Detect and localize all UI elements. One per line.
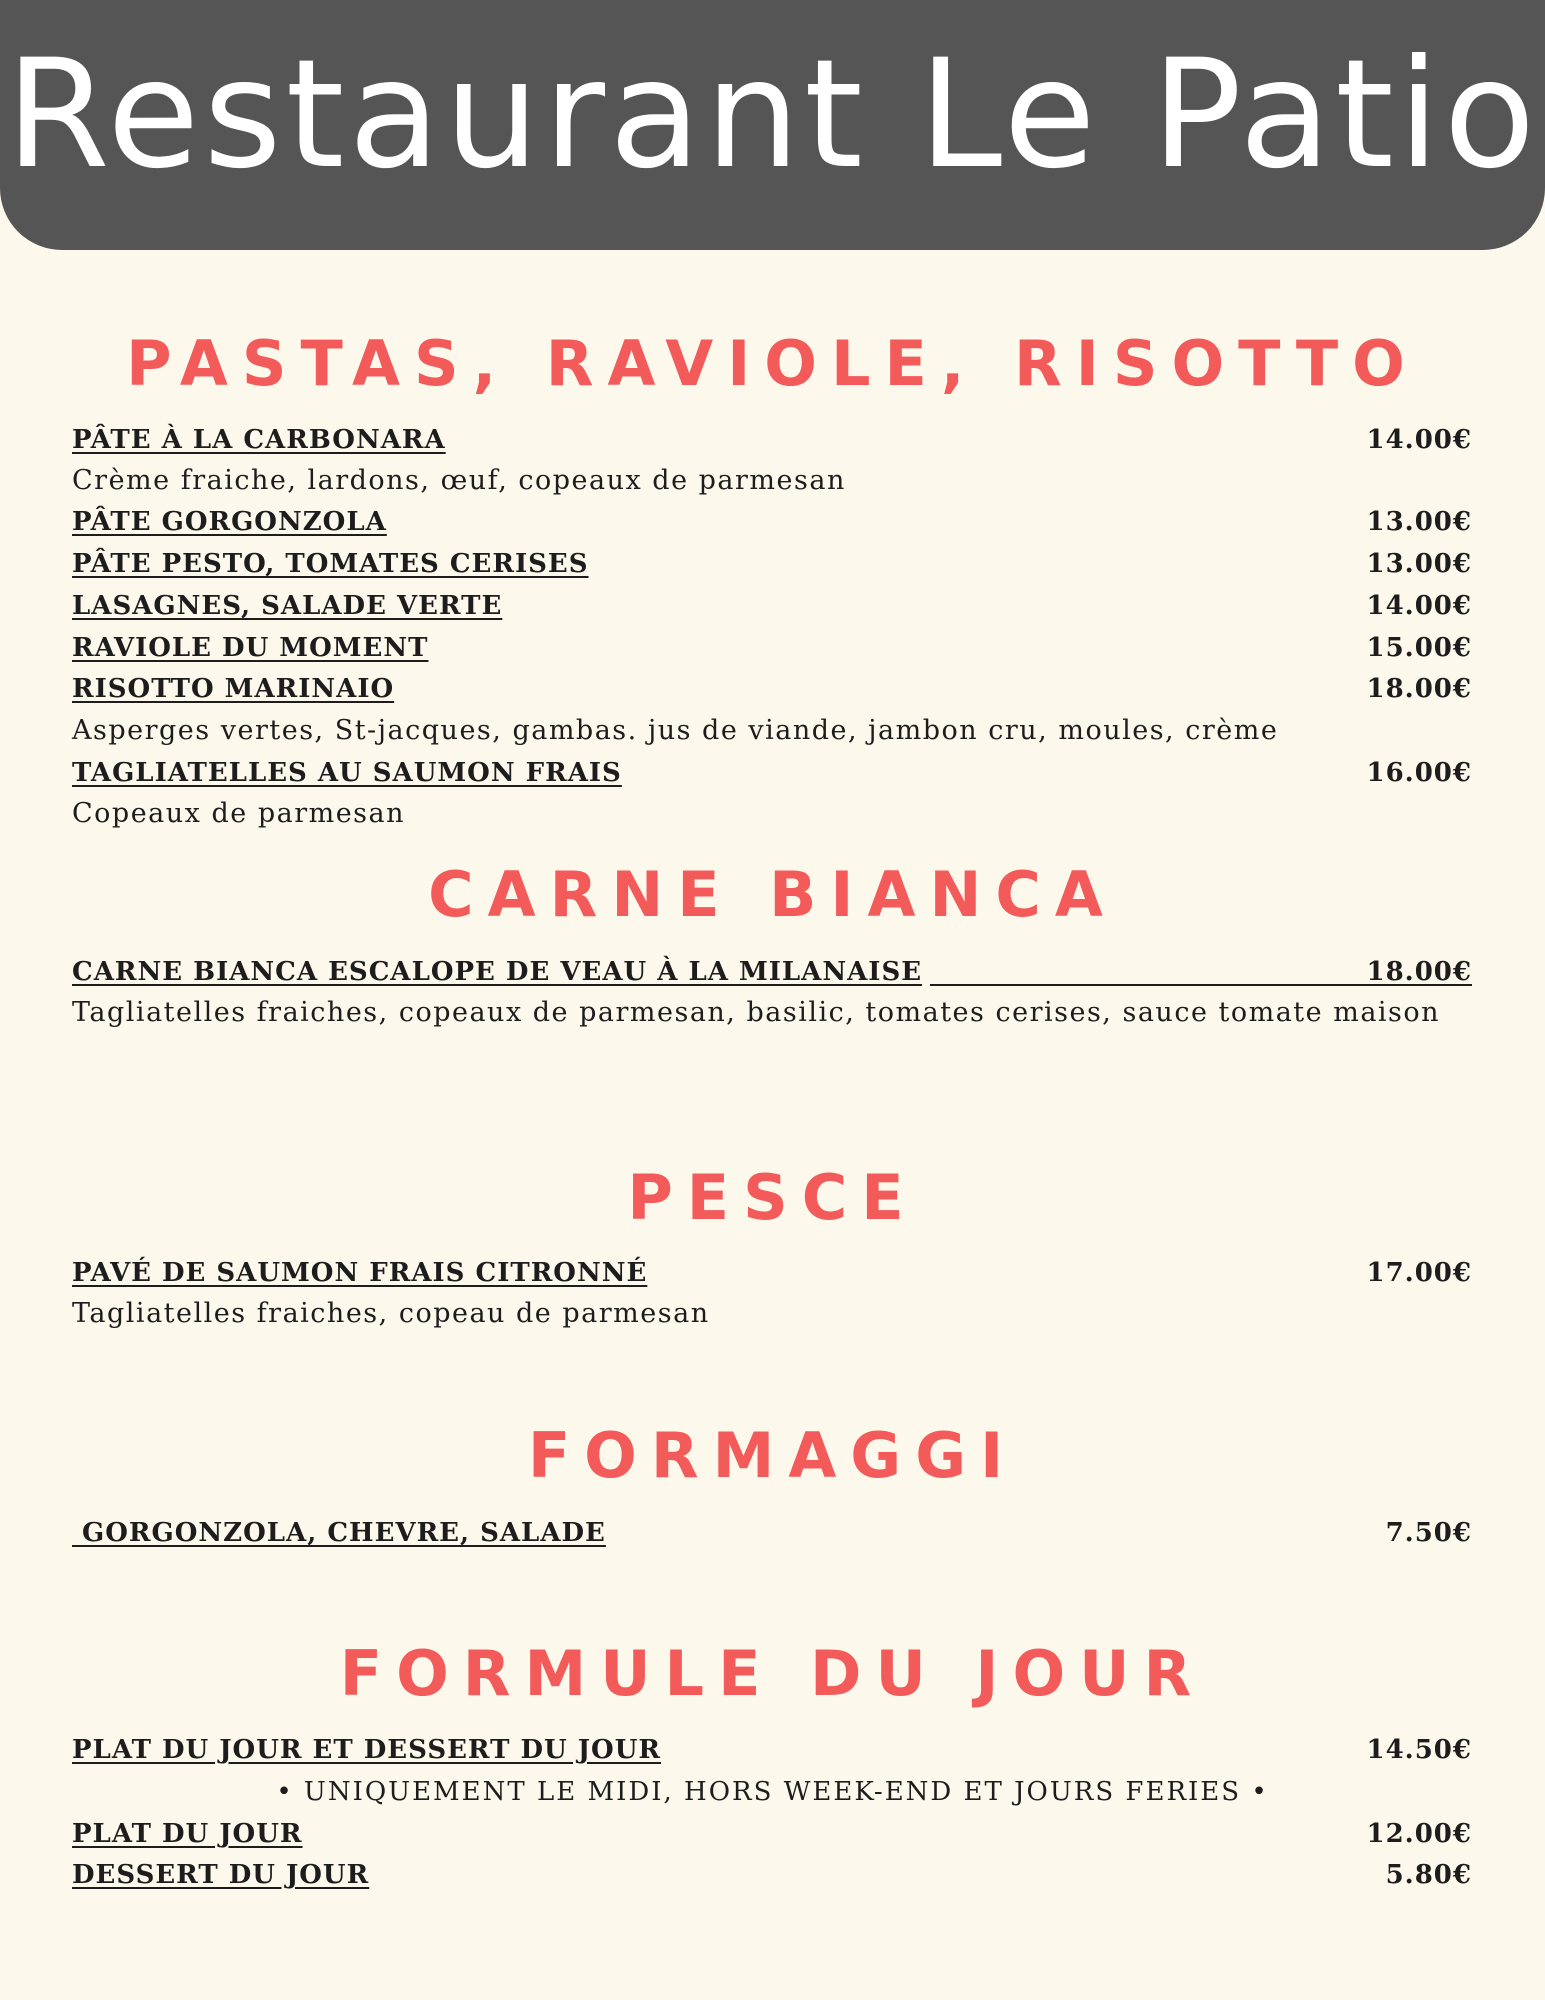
section-title-formaggi: FORMAGGI [527,1419,1018,1492]
menu-item-name: RAVIOLE DU MOMENT [72,633,429,663]
menu-item-name: DESSERT DU JOUR [72,1860,370,1890]
section-title-pastas: PASTAS, RAVIOLE, RISOTTO [126,327,1419,400]
menu-item-price: 18.00€ [1366,957,1472,987]
menu-item-name: GORGONZOLA, CHEVRE, SALADE [72,1518,606,1548]
menu-item-description: Crème fraiche, lardons, œuf, copeaux de parmesan [72,465,846,496]
menu-item-price: 13.00€ [1366,507,1472,537]
menu-item [72,754,1472,792]
menu-item-price: 12.00€ [1366,1819,1472,1849]
menu-item [72,1815,1472,1853]
menu-item-name: LASAGNES, SALADE VERTE [72,591,503,621]
menu-item-name: PÂTE GORGONZOLA [72,507,387,537]
menu-item [72,587,1472,625]
menu-item-price: 13.00€ [1366,549,1472,579]
menu-item-name: PÂTE PESTO, TOMATES CERISES [72,549,589,579]
menu-item-name: RISOTTO MARINAIO [72,674,395,704]
restaurant-title: Restaurant Le Patio [5,28,1540,202]
menu-item-description: Tagliatelles fraiches, copeau de parmesan [72,1298,710,1329]
menu-item-price: 14.50€ [1366,1735,1472,1765]
menu-item-name: PLAT DU JOUR [72,1819,303,1849]
menu-item-price: 15.00€ [1366,633,1472,663]
menu-item [72,629,1472,667]
menu-item [72,670,1472,708]
menu-item-price: 18.00€ [1366,674,1472,704]
menu-item-price: 14.00€ [1366,591,1472,621]
menu-item-name: TAGLIATELLES AU SAUMON FRAIS [72,758,622,788]
menu-item-description: Tagliatelles fraiches, copeaux de parmesan, basilic, tomates cerises, sauce tomate maison [72,997,1441,1028]
menu-item-name: CARNE BIANCA ESCALOPE DE VEAU À LA MILANAISE [72,957,923,987]
menu-item [72,953,1472,991]
menu-item [72,1856,1472,1894]
menu-item-name: PLAT DU JOUR ET DESSERT DU JOUR [72,1735,661,1765]
menu-item-description: Copeaux de parmesan [72,798,406,829]
menu-item-price: 14.00€ [1366,425,1472,455]
menu-item [72,421,1472,459]
menu-item-price: 16.00€ [1366,758,1472,788]
menu-item [72,1254,1472,1292]
menu-item [72,1514,1472,1552]
menu-item-name: PAVÉ DE SAUMON FRAIS CITRONNÉ [72,1258,648,1288]
menu-item [72,545,1472,583]
menu-item [72,1731,1472,1769]
header-banner [0,0,1545,250]
section-title-carne-bianca: CARNE BIANCA [428,858,1117,931]
section-title-formule-du-jour: FORMULE DU JOUR [339,1637,1206,1710]
menu-item-name: PÂTE À LA CARBONARA [72,425,446,455]
menu-item [72,503,1472,541]
menu-item-price: 17.00€ [1366,1258,1472,1288]
menu-item-price: 7.50€ [1385,1518,1472,1548]
menu-item-price: 5.80€ [1385,1860,1472,1890]
section-title-pesce: PESCE [627,1161,918,1234]
menu-item-description: Asperges vertes, St-jacques, gambas. jus de viande, jambon cru, moules, crème [72,715,1279,746]
formule-note: • UNIQUEMENT LE MIDI, HORS WEEK-END ET JOURS FERIES • [276,1777,1269,1807]
